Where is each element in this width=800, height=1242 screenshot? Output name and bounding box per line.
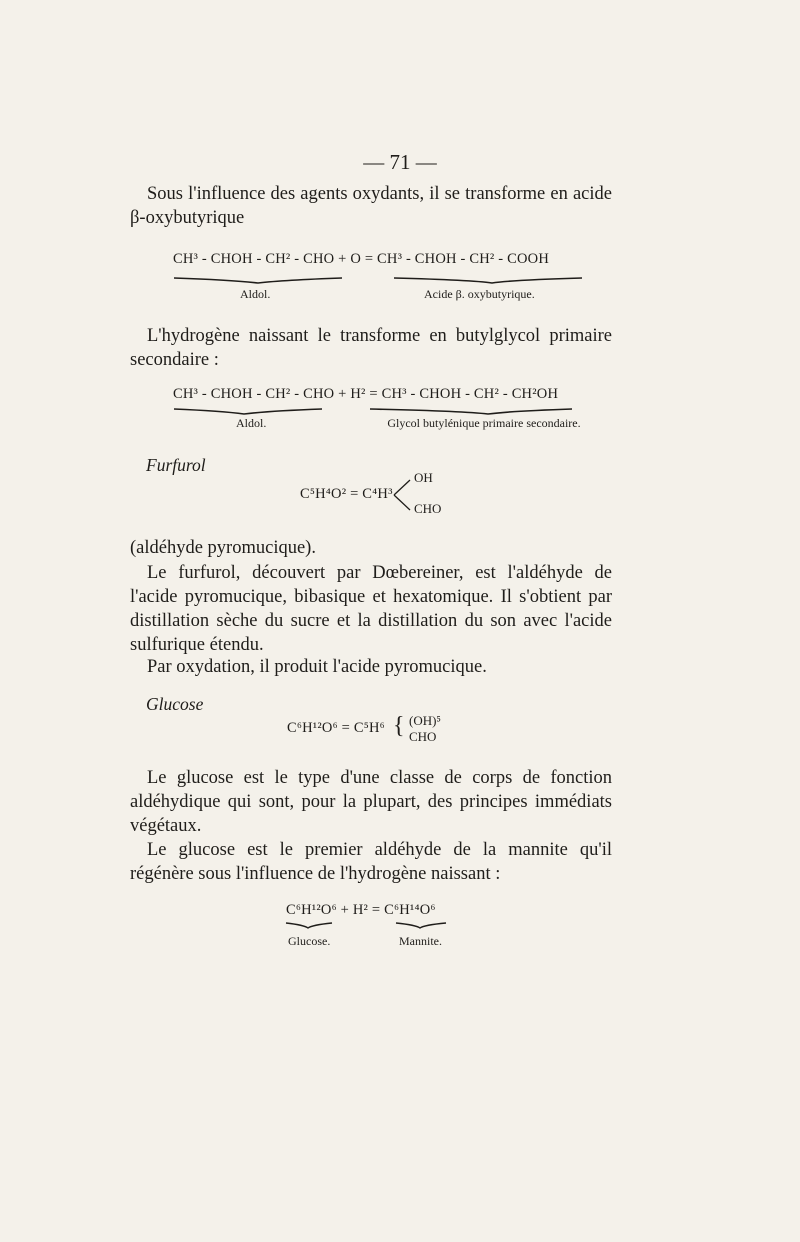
paragraph-hydrogene: L'hydrogène naissant le transforme en butylglycol primaire secondaire : xyxy=(130,326,612,370)
group-oh5: (OH)⁵ xyxy=(409,713,441,728)
paragraph-glucose-type: Le glucose est le type d'une classe de corps de fonction aldéhydique qui sont, pour la plupart, des principes immédiats végétaux. xyxy=(130,768,612,836)
paragraph-oxydation: Sous l'influence des agents oxydants, il se transforme en acide β-oxybutyrique xyxy=(130,184,612,228)
paragraph-glucose-mannite: Le glucose est le premier aldéhyde de la mannite qu'il régénère sous l'influence de l'hydrogène naissant : xyxy=(130,840,612,884)
equation-furfurol: C⁵H⁴O² = C⁴H³ xyxy=(300,486,393,502)
equation-glucose: C⁶H¹²O⁶ = C⁵H⁶ xyxy=(287,720,385,736)
paragraph-oxydation-furfurol: Par oxydation, il produit l'acide pyromucique. xyxy=(147,657,487,677)
group-oh: OH xyxy=(414,470,433,485)
page-number: — 71 — xyxy=(363,150,437,174)
brace-lines-eq1 xyxy=(172,270,592,286)
section-glucose: Glucose xyxy=(146,694,204,714)
brace-eq4: { xyxy=(393,713,405,739)
brace-lines-eq5 xyxy=(284,918,454,932)
equation-oxybutyrique: CH³ - CHOH - CH² - CHO + O = CH³ - CHOH - CH² - COOH xyxy=(173,251,550,267)
bond-lines-eq3 xyxy=(392,474,414,516)
paragraph-aldehyde-pyromucique: (aldéhyde pyromucique). xyxy=(130,538,316,558)
section-furfurol: Furfurol xyxy=(146,455,206,475)
paragraph-doebereiner: Le furfurol, découvert par Dœbereiner, est l'aldéhyde de l'acide pyromucique, bibasique et hexatomique. Il s'obtient par distillation sèche du sucre et la distillation du son avec l'acide sulfurique étendu. xyxy=(130,563,612,655)
group-cho: CHO xyxy=(414,501,442,516)
label-acide-oxybutyrique: Acide β. oxybutyrique. xyxy=(424,287,535,301)
equation-butylglycol: CH³ - CHOH - CH² - CHO + H² = CH³ - CHOH - CH² - CH²OH xyxy=(173,386,559,402)
equation-mannite: C⁶H¹²O⁶ + H² = C⁶H¹⁴O⁶ xyxy=(286,902,436,918)
label-glucose: Glucose. xyxy=(288,934,331,948)
label-glycol: Glycol butylénique primaire secondaire. xyxy=(387,416,581,430)
label-mannite: Mannite. xyxy=(399,934,442,948)
label-aldol-1: Aldol. xyxy=(240,287,271,301)
group-cho-glucose: CHO xyxy=(409,729,437,744)
label-aldol-2: Aldol. xyxy=(236,416,267,430)
